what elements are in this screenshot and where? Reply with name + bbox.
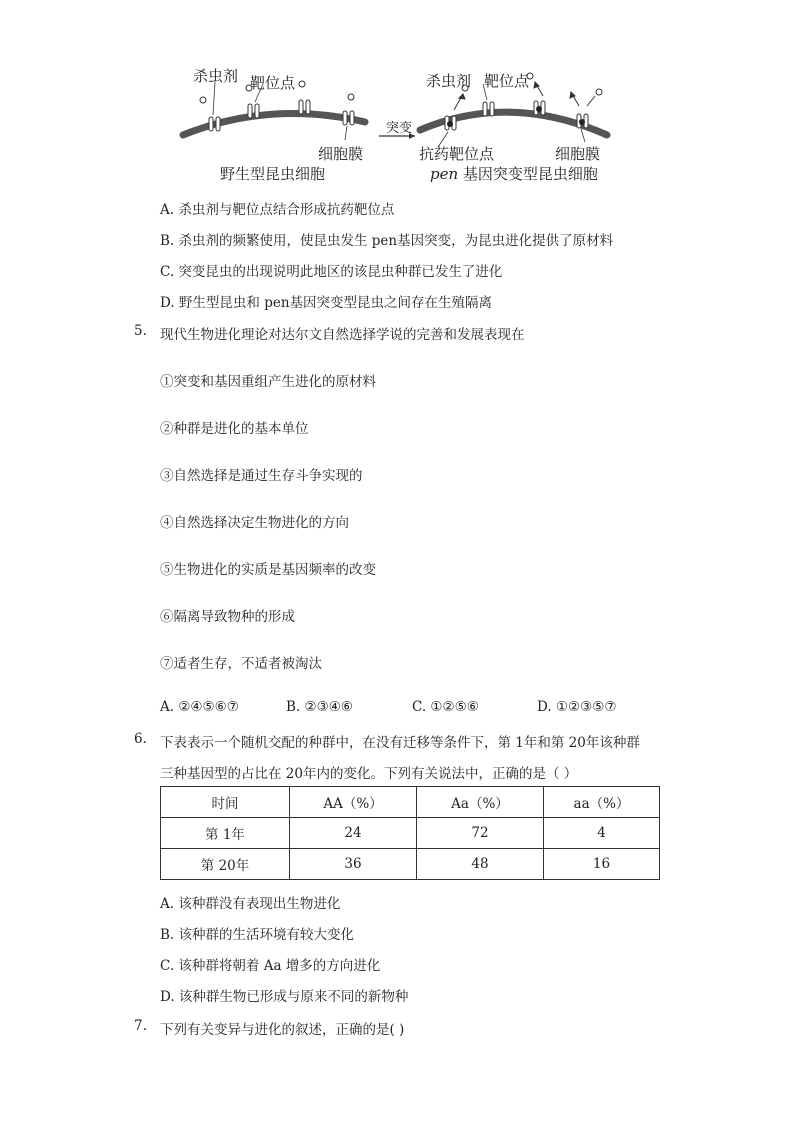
q7-number: 7. xyxy=(134,1018,147,1034)
q6-stem-line1: 下表表示一个随机交配的种群中，在没有迁移等条件下，第 1年和第 20年该种群 xyxy=(160,735,640,751)
table-cell: 第 20年 xyxy=(161,849,290,880)
q6-option-b: B. 该种群的生活环境有较大变化 xyxy=(160,927,355,943)
q6-option-d: D. 该种群生物已形成与原来不同的新物种 xyxy=(160,989,409,1005)
label-mutation: 突变 xyxy=(386,121,413,136)
caption-wild-type: 野生型昆虫细胞 xyxy=(220,165,326,183)
table-row xyxy=(161,818,660,849)
q5-statement-6: ⑥隔离导致物种的形成 xyxy=(160,609,295,625)
table-cell: 4 xyxy=(544,818,660,849)
q5-statement-4: ④自然选择决定生物进化的方向 xyxy=(160,515,349,531)
table-header-cell: 时间 xyxy=(161,787,290,818)
table-cell: 16 xyxy=(544,849,660,880)
label-target-left: 靶位点 xyxy=(250,74,296,92)
caption-mutant-gene: pen xyxy=(430,165,459,183)
q6-option-c: C. 该种群将朝着 Aa 增多的方向进化 xyxy=(160,958,381,974)
table-cell: 48 xyxy=(417,849,544,880)
q6-number: 6. xyxy=(134,731,147,747)
label-insecticide-left: 杀虫剂 xyxy=(193,67,239,85)
genotype-table xyxy=(160,786,660,880)
caption-mutant xyxy=(430,163,598,184)
q6-stem-line2: 三种基因型的占比在 20年内的变化。下列有关说法中，正确的是（ ） xyxy=(160,766,578,782)
table-header-cell: aa（%） xyxy=(544,787,660,818)
q5-statement-2: ②种群是进化的基本单位 xyxy=(160,421,309,437)
table-cell: 36 xyxy=(290,849,417,880)
q5-option-b: B. ②③④⑥ xyxy=(286,699,353,715)
q5-statement-5: ⑤生物进化的实质是基因频率的改变 xyxy=(160,562,376,578)
q5-statement-7: ⑦适者生存，不适者被淘汰 xyxy=(160,656,322,672)
label-target-right: 靶位点 xyxy=(484,72,530,90)
table-row xyxy=(161,849,660,880)
q5-number: 5. xyxy=(134,323,147,339)
table-cell: 72 xyxy=(417,818,544,849)
q5-option-a: A. ②④⑤⑥⑦ xyxy=(160,699,239,715)
q5-statement-3: ③自然选择是通过生存斗争实现的 xyxy=(160,468,363,484)
q5-stem: 现代生物进化理论对达尔文自然选择学说的完善和发展表现在 xyxy=(160,327,525,343)
q5-statement-1: ①突变和基因重组产生进化的原材料 xyxy=(160,374,376,390)
label-membrane-right: 细胞膜 xyxy=(555,145,601,163)
label-membrane-left: 细胞膜 xyxy=(318,145,364,163)
caption-mutant-text: 基因突变型昆虫细胞 xyxy=(462,165,598,183)
label-insecticide-right: 杀虫剂 xyxy=(426,72,472,90)
q4-option-a: A. 杀虫剂与靶位点结合形成抗药靶位点 xyxy=(160,202,395,218)
q4-option-b: B. 杀虫剂的频繁使用，使昆虫发生 pen基因突变，为昆虫进化提供了原材料 xyxy=(160,233,614,249)
q4-option-d: D. 野生型昆虫和 pen基因突变型昆虫之间存在生殖隔离 xyxy=(160,295,493,311)
table-cell: 第 1年 xyxy=(161,818,290,849)
q5-option-d: D. ①②③⑤⑦ xyxy=(537,699,617,715)
label-resistant-target: 抗药靶位点 xyxy=(419,145,495,163)
q7-stem: 下列有关变异与进化的叙述，正确的是( ) xyxy=(160,1022,405,1038)
table-header-row xyxy=(161,787,660,818)
q6-option-a: A. 该种群没有表现出生物进化 xyxy=(160,896,341,912)
table-cell: 24 xyxy=(290,818,417,849)
table-header-cell: AA（%） xyxy=(290,787,417,818)
q5-option-c: C. ①②⑤⑥ xyxy=(412,699,479,715)
q4-option-c: C. 突变昆虫的出现说明此地区的该昆虫种群已发生了进化 xyxy=(160,264,503,280)
table-header-cell: Aa（%） xyxy=(417,787,544,818)
